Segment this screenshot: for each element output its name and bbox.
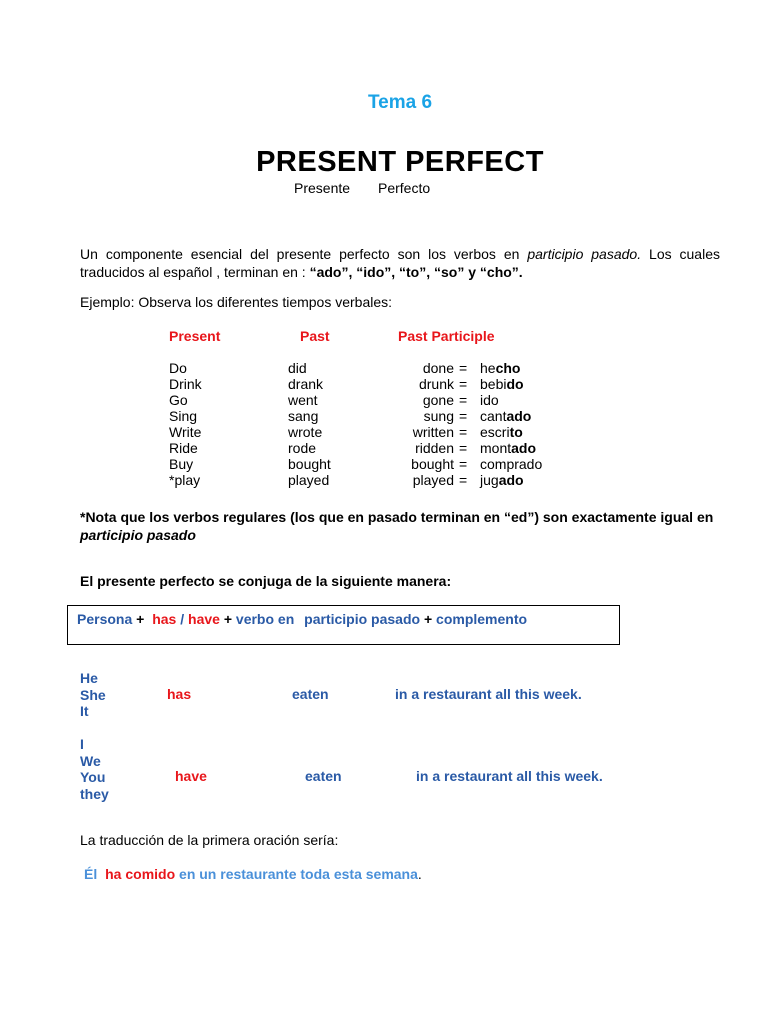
subject: She — [80, 686, 106, 703]
past-verb: sang — [288, 408, 319, 424]
translation-rest: en un restaurante toda esta semana — [179, 866, 418, 882]
formula-have: have — [188, 611, 220, 627]
note-text: *Nota que los verbos regulares (los que en pasado terminan en “ed”) son exactamente igual en — [80, 509, 714, 525]
formula-complemento: complemento — [436, 611, 528, 627]
formula-slash: / — [180, 611, 185, 627]
spanish-participle: cantado — [480, 408, 532, 424]
intro-text-italic: participio pasado. — [527, 246, 642, 262]
subject: We — [80, 752, 101, 769]
formula-plus: + — [136, 611, 145, 627]
example-1-subjects — [80, 670, 106, 720]
spanish-participle: escrito — [480, 424, 523, 440]
formula-text — [77, 611, 527, 627]
participle-verb: played — [412, 472, 454, 488]
present-verb: Do — [169, 360, 187, 376]
participle-verb: sung — [423, 408, 454, 424]
spanish-participle: montado — [480, 440, 537, 456]
header-present: Present — [169, 328, 221, 344]
participle-verb: written — [412, 424, 454, 440]
spanish-participle: jugado — [480, 472, 524, 488]
translation-sentence — [84, 866, 422, 882]
formula-persona: Persona — [77, 611, 133, 627]
subtitle-perfecto: Perfecto — [378, 180, 431, 196]
example-2-aux: have — [175, 768, 207, 784]
present-verb: Buy — [169, 456, 194, 472]
formula-verbo: verbo en — [235, 611, 295, 627]
conjugation-intro: El presente perfecto se conjuga de la siguiente manera: — [80, 573, 452, 589]
spanish-participle: ido — [480, 392, 499, 408]
formula-participio: participio pasado — [304, 611, 421, 627]
spanish-participle: comprado — [480, 456, 543, 472]
present-verb: Write — [169, 424, 202, 440]
example-1-verb: eaten — [292, 686, 329, 702]
subject: You — [80, 769, 106, 785]
present-verb: Drink — [169, 376, 202, 392]
example-2-verb: eaten — [305, 768, 342, 784]
intro-paragraph — [80, 245, 720, 281]
page-title: PRESENT PERFECT — [256, 146, 544, 178]
present-column — [169, 360, 202, 488]
header-past-participle: Past Participle — [398, 328, 495, 344]
subject: I — [80, 736, 84, 752]
translation-subject: Él — [84, 866, 98, 882]
example-2-complement: in a restaurant all this week. — [416, 768, 603, 784]
past-verb: played — [288, 472, 330, 488]
equals-column: = = = = = = = = — [459, 360, 468, 488]
intro-endings: “ado”, “ido”, “to”, “so” y “cho”. — [309, 264, 523, 280]
note-italic: participio pasado — [80, 527, 196, 543]
intro-text-2: Los cuales traducidos al español , terminan en : — [80, 246, 720, 280]
past-verb: did — [288, 360, 307, 376]
intro-text-1: Un componente esencial del presente perfecto son los verbos en — [80, 246, 528, 262]
participle-verb: done — [422, 360, 454, 376]
example-2-subjects — [80, 736, 109, 802]
participle-verb: ridden — [415, 440, 454, 456]
spanish-participle: hecho — [480, 360, 521, 376]
past-verb: drank — [288, 376, 324, 392]
past-column — [288, 360, 331, 488]
regular-verbs-note — [80, 508, 720, 544]
subject: It — [80, 703, 89, 719]
participle-verb: bought — [411, 456, 454, 472]
past-verb: went — [288, 392, 318, 408]
spanish-column — [480, 360, 542, 488]
formula-plus: + — [423, 611, 433, 627]
present-verb: Go — [169, 392, 188, 408]
past-verb: rode — [288, 440, 317, 456]
subtitle-presente: Presente — [294, 180, 351, 196]
subject: they — [80, 785, 109, 802]
formula-has: has — [152, 611, 177, 627]
translation-intro: La traducción de la primera oración sería: — [80, 832, 339, 848]
participle-column — [396, 360, 454, 488]
present-verb: Sing — [169, 408, 198, 424]
subject: He — [80, 670, 98, 686]
example-1-aux: has — [167, 686, 192, 702]
lesson-number: Tema 6 — [367, 92, 433, 113]
translation-period: . — [417, 866, 422, 882]
past-verb: bought — [288, 456, 331, 472]
example-intro: Ejemplo: Observa los diferentes tiempos verbales: — [80, 294, 393, 310]
formula-plus: + — [223, 611, 233, 627]
participle-verb: drunk — [418, 376, 454, 392]
present-verb: Ride — [169, 440, 198, 456]
spanish-participle: bebido — [480, 376, 524, 392]
participle-verb: gone — [422, 392, 454, 408]
present-verb: *play — [169, 472, 201, 488]
past-verb: wrote — [288, 424, 323, 440]
header-past: Past — [300, 328, 330, 344]
translation-verb: ha comido — [105, 866, 176, 882]
example-1-complement: in a restaurant all this week. — [395, 686, 582, 702]
